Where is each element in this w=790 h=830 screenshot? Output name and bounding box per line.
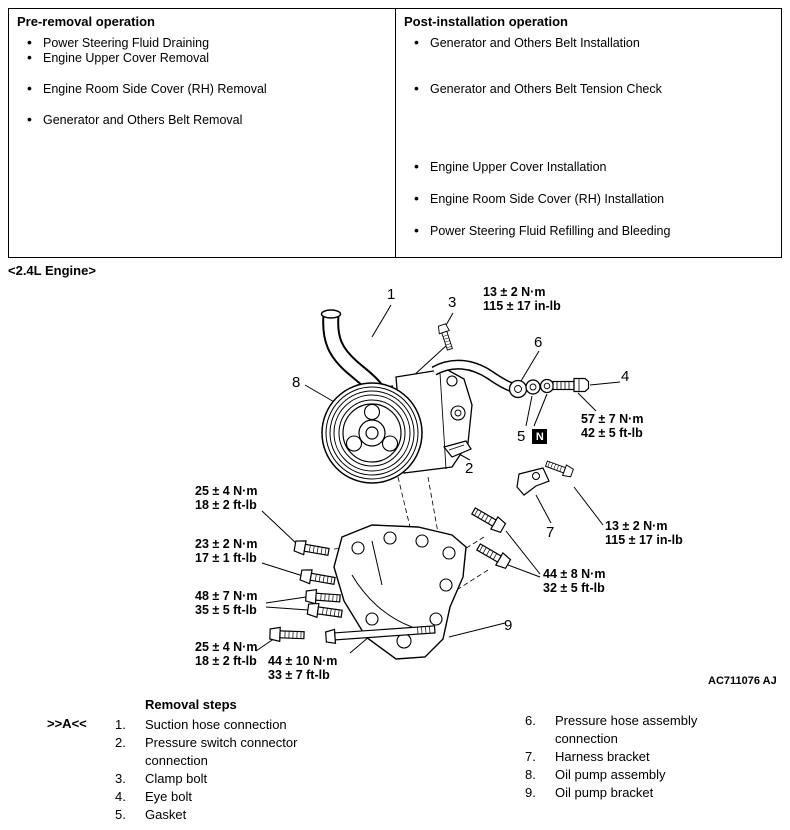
torque-line: 25 ± 4 N·m — [195, 484, 258, 498]
torque-line: 115 ± 17 in-lb — [483, 298, 561, 313]
figure-code: AC711076 AJ — [708, 675, 777, 687]
oil-pump-assembly — [322, 369, 472, 483]
removal-steps-right — [525, 712, 750, 802]
step-number: 2. — [115, 735, 126, 750]
step-number: 1. — [115, 717, 126, 732]
callout-6: 6 — [534, 334, 543, 351]
torque-line: 25 ± 4 N·m — [195, 640, 258, 654]
step-label: Clamp bolt — [145, 771, 208, 786]
step-label: Oil pump assembly — [555, 767, 666, 782]
torque-line: 115 ± 17 in-lb — [605, 532, 683, 547]
step-item — [115, 716, 340, 734]
pre-removal-item: • Power Steering Fluid Draining — [17, 36, 387, 51]
post-installation-item: • Power Steering Fluid Refilling and Bleeding — [404, 224, 773, 239]
torque-line: 17 ± 1 ft-lb — [195, 550, 257, 565]
removal-steps-left — [115, 716, 340, 824]
torque-eye-bolt — [581, 413, 643, 440]
n-symbol: N — [532, 429, 547, 444]
torque-bottom — [268, 655, 337, 682]
harness-bracket — [517, 458, 574, 495]
torque-line: 13 ± 2 N·m — [483, 285, 546, 299]
torque-right — [543, 568, 605, 595]
post-installation-item: • Engine Upper Cover Installation — [404, 160, 773, 175]
pre-removal-section — [9, 9, 396, 257]
pre-removal-item: • Generator and Others Belt Removal — [17, 113, 387, 128]
step-label: Gasket — [145, 807, 187, 822]
callout-5: 5 — [517, 428, 526, 445]
step-item — [115, 734, 340, 770]
callout-7: 7 — [546, 524, 555, 541]
step-item — [525, 748, 750, 766]
step-label: Suction hose connection — [145, 717, 287, 732]
gaskets — [526, 380, 554, 395]
pump-diagram — [0, 285, 790, 697]
torque-line: 35 ± 5 ft-lb — [195, 602, 257, 617]
step-number: 4. — [115, 789, 126, 804]
step-item — [525, 766, 750, 784]
torque-line: 57 ± 7 N·m — [581, 412, 644, 426]
pre-removal-header: Pre-removal operation — [17, 14, 155, 29]
step-item — [115, 770, 340, 788]
torque-line: 44 ± 8 N·m — [543, 567, 606, 581]
operations-table — [8, 8, 782, 258]
callout-4: 4 — [621, 368, 630, 385]
torque-line: 23 ± 2 N·m — [195, 537, 258, 551]
torque-line: 18 ± 2 ft-lb — [195, 653, 257, 668]
step-marker-a: >>A<< — [47, 716, 87, 731]
removal-steps-section — [0, 697, 790, 830]
post-installation-section — [396, 9, 781, 257]
torque-left-2 — [195, 538, 257, 565]
callout-5-group — [517, 428, 547, 445]
step-number: 5. — [115, 807, 126, 822]
callout-2: 2 — [465, 460, 474, 477]
torque-left-1 — [195, 485, 257, 512]
engine-variant-label: <2.4L Engine> — [8, 263, 96, 278]
removal-steps-title: Removal steps — [145, 697, 237, 712]
step-item — [525, 712, 750, 748]
step-item — [115, 806, 340, 824]
step-number: 3. — [115, 771, 126, 786]
step-number: 7. — [525, 749, 536, 764]
torque-line: 18 ± 2 ft-lb — [195, 497, 257, 512]
torque-line: 48 ± 7 N·m — [195, 589, 258, 603]
step-label: Harness bracket — [555, 749, 650, 764]
step-number: 6. — [525, 713, 536, 728]
step-item — [115, 788, 340, 806]
torque-line: 13 ± 2 N·m — [605, 519, 668, 533]
torque-line: 42 ± 5 ft-lb — [581, 425, 643, 440]
post-installation-header: Post-installation operation — [404, 14, 568, 29]
post-installation-item: • Generator and Others Belt Tension Check — [404, 82, 773, 97]
torque-left-3 — [195, 590, 257, 617]
step-label: Pressure hose assembly connection — [555, 713, 698, 746]
pump-diagram-art — [0, 285, 790, 697]
torque-left-4 — [195, 641, 257, 668]
eye-bolt — [553, 379, 589, 392]
step-label: Pressure switch connector connection — [145, 735, 298, 768]
step-number: 9. — [525, 785, 536, 800]
torque-line: 33 ± 7 ft-lb — [268, 667, 330, 682]
pre-removal-item: • Engine Room Side Cover (RH) Removal — [17, 82, 387, 97]
torque-line: 44 ± 10 N·m — [268, 654, 338, 668]
post-installation-item: • Engine Room Side Cover (RH) Installation — [404, 192, 773, 207]
torque-clamp-bolt — [483, 286, 561, 313]
callout-1: 1 — [387, 286, 396, 303]
torque-line: 32 ± 5 ft-lb — [543, 580, 605, 595]
step-item — [525, 784, 750, 802]
step-label: Oil pump bracket — [555, 785, 654, 800]
callout-9: 9 — [504, 617, 513, 634]
clamp-bolt — [437, 323, 455, 350]
post-installation-item: • Generator and Others Belt Installation — [404, 36, 773, 51]
callout-3: 3 — [448, 294, 457, 311]
step-number: 8. — [525, 767, 536, 782]
torque-harness-bolt — [605, 520, 683, 547]
pre-removal-item: • Engine Upper Cover Removal — [17, 51, 387, 66]
step-label: Eye bolt — [145, 789, 192, 804]
callout-8: 8 — [292, 374, 301, 391]
